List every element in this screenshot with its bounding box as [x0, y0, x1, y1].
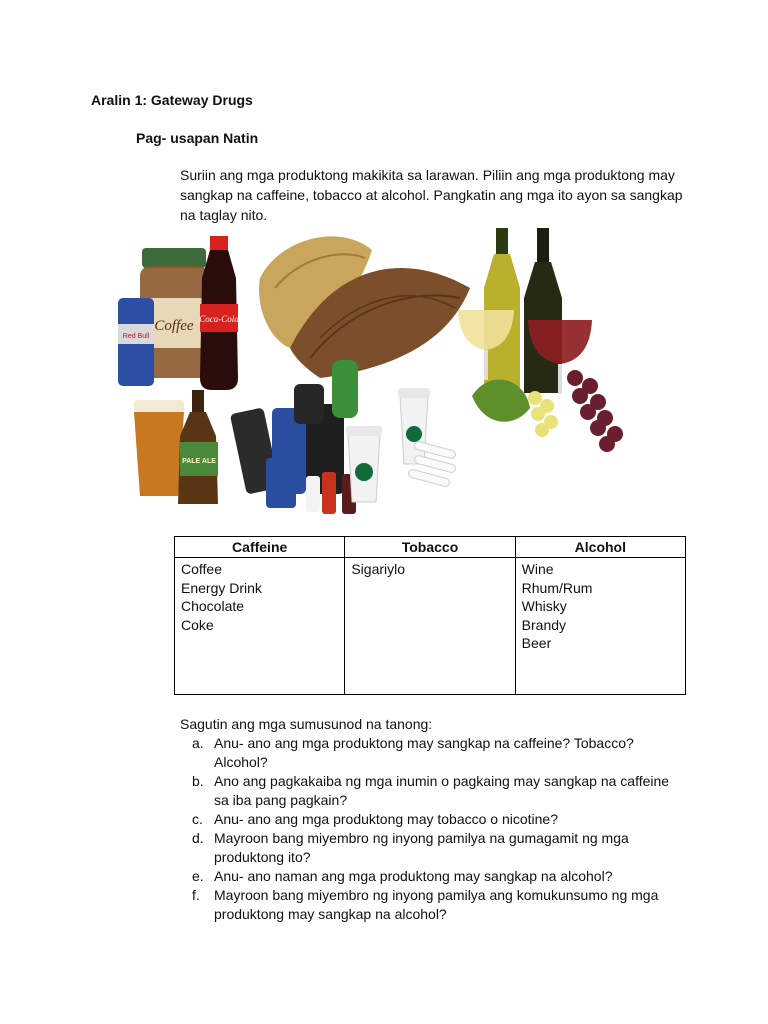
questions-list — [180, 734, 670, 924]
list-item: Coffee — [181, 561, 222, 577]
list-item: Wine — [521, 561, 554, 577]
tobacco-leaves-image — [259, 236, 470, 378]
question-item — [180, 867, 670, 886]
question-text: Mayroon bang miyembro ng inyong pamilya ang komukunsumo ng mga produktong may sangkap na alcohol? — [214, 887, 659, 922]
list-item: Coke — [181, 616, 214, 633]
table-row — [175, 558, 686, 695]
caffeine-cell — [175, 558, 345, 695]
section-title: Pag- usapan Natin — [136, 130, 259, 146]
list-item: Brandy — [521, 616, 567, 633]
coke-label: Coca-Cola — [199, 314, 239, 324]
table-header-row — [175, 537, 686, 558]
question-text: Ano ang pagkakaiba ng mga inumin o pagkaing may sangkap na caffeine sa iba pang pagkain? — [214, 773, 670, 808]
question-item — [180, 829, 670, 867]
question-letter: d. — [192, 830, 204, 846]
header-tobacco: Tobacco — [345, 537, 515, 558]
question-letter: b. — [192, 773, 204, 789]
question-text: Anu- ano ang mga produktong may sangkap na caffeine? Tobacco? Alcohol? — [214, 735, 634, 770]
question-text: Anu- ano ang mga produktong may tobacco o nicotine? — [214, 811, 559, 827]
list-item: Beer — [521, 635, 552, 651]
energy-shots-image — [306, 472, 356, 514]
ale-bottle-label: PALE ALE — [182, 458, 216, 465]
alcohol-cell — [515, 558, 685, 695]
list-item: Whisky — [521, 598, 567, 614]
question-item — [180, 734, 670, 772]
question-text: Anu- ano naman ang mga produktong may sangkap na alcohol? — [214, 868, 613, 884]
question-item — [180, 886, 670, 924]
tobacco-cell — [345, 558, 515, 695]
coffee-jar-label: Coffee — [154, 318, 194, 334]
question-letter: c. — [192, 811, 203, 827]
classification-table — [174, 536, 686, 695]
header-caffeine: Caffeine — [175, 537, 345, 558]
instructions-paragraph: Suriin ang mga produktong makikita sa larawan. Piliin ang mga produktong may sangkap na caffeine, tobacco at alcohol. Pangkatin ang mga ito ayon sa sangkap na taglay nito. — [180, 167, 683, 223]
question-letter: a. — [192, 735, 204, 751]
question-item — [180, 772, 670, 810]
question-letter: e. — [192, 868, 204, 884]
list-item: Energy Drink — [181, 579, 262, 596]
red-bull-label: Red Bull — [122, 333, 150, 340]
header-alcohol: Alcohol — [515, 537, 685, 558]
list-item: Chocolate — [181, 598, 245, 614]
lesson-title: Aralin 1: Gateway Drugs — [91, 92, 253, 108]
red-bull-can-image — [118, 298, 154, 386]
products-illustration — [110, 228, 650, 528]
energy-drinks-image — [230, 360, 358, 508]
question-item — [180, 810, 670, 829]
question-text: Mayroon bang miyembro ng inyong pamilya na gumagamit ng mga produktong ito? — [214, 830, 629, 865]
questions-intro: Sagutin ang mga sumusunod na tanong: — [180, 716, 433, 732]
beer-glass-image — [134, 400, 184, 496]
list-item: Sigariylo — [351, 561, 406, 577]
list-item: Rhum/Rum — [521, 579, 593, 596]
question-letter: f. — [192, 887, 200, 903]
